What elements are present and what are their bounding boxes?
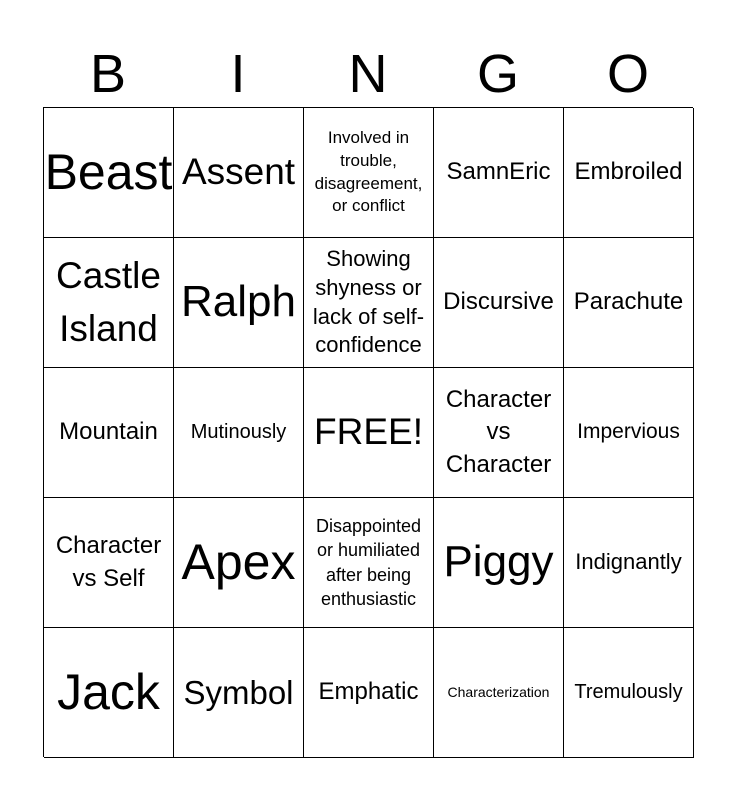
bingo-cell[interactable]	[564, 368, 694, 498]
bingo-cell[interactable]	[44, 628, 174, 758]
bingo-cell[interactable]	[44, 108, 174, 238]
cell-text: Character vs Character	[445, 385, 552, 478]
cell-text: Apex	[181, 534, 296, 591]
bingo-cell[interactable]	[434, 498, 564, 628]
cell-text: Impervious	[577, 420, 680, 444]
cell-text: Showing shyness or lack of self-confidence	[312, 246, 425, 358]
cell-text: Parachute	[573, 288, 684, 316]
cell-text: Discursive	[443, 288, 554, 316]
bingo-cell[interactable]	[304, 368, 434, 498]
bingo-header	[43, 40, 693, 108]
cell-text: Involved in trouble, disagreement, or conflict	[314, 127, 423, 216]
cell-text: SamnEric	[446, 158, 551, 186]
bingo-cell[interactable]	[44, 498, 174, 628]
cell-text: Piggy	[443, 537, 554, 587]
cell-text: Indignantly	[575, 549, 682, 575]
bingo-cell[interactable]	[174, 368, 304, 498]
cell-text: Mutinously	[190, 421, 287, 443]
header-letter-b: B	[89, 44, 127, 104]
cell-text: Disappointed or humiliated after being enthusiastic	[315, 515, 422, 609]
cell-text: Ralph	[181, 277, 296, 327]
cell-text: Symbol	[183, 673, 294, 711]
bingo-cell[interactable]	[304, 108, 434, 238]
cell-text: Mountain	[59, 418, 158, 446]
bingo-cell[interactable]	[174, 238, 304, 368]
cell-text: Castle Island	[56, 254, 161, 349]
bingo-cell[interactable]	[564, 498, 694, 628]
header-letter-i: I	[230, 44, 246, 104]
bingo-cell[interactable]	[564, 628, 694, 758]
bingo-cell[interactable]	[44, 368, 174, 498]
bingo-cell[interactable]	[174, 628, 304, 758]
cell-text: Assent	[181, 151, 296, 193]
free-space-label: FREE!	[314, 411, 423, 453]
bingo-card-grid	[43, 107, 693, 757]
header-letter-g: G	[476, 44, 519, 104]
bingo-cell[interactable]	[434, 628, 564, 758]
bingo-cell[interactable]	[304, 628, 434, 758]
bingo-cell[interactable]	[434, 238, 564, 368]
cell-text: Character vs Self	[55, 532, 162, 592]
bingo-cell[interactable]	[434, 368, 564, 498]
cell-text: Beast	[44, 144, 173, 201]
bingo-cell[interactable]	[304, 498, 434, 628]
bingo-cell[interactable]	[564, 108, 694, 238]
bingo-cell[interactable]	[564, 238, 694, 368]
bingo-cell[interactable]	[44, 238, 174, 368]
header-letter-n: N	[348, 44, 388, 104]
cell-text: Tremulously	[574, 681, 683, 703]
cell-text: Emphatic	[318, 678, 419, 706]
bingo-cell[interactable]	[434, 108, 564, 238]
cell-text: Characterization	[447, 684, 550, 701]
bingo-cell[interactable]	[174, 108, 304, 238]
bingo-cell[interactable]	[174, 498, 304, 628]
header-letter-o: O	[606, 44, 649, 104]
bingo-cell[interactable]	[304, 238, 434, 368]
cell-text: Embroiled	[574, 158, 683, 186]
cell-text: Jack	[57, 664, 160, 721]
